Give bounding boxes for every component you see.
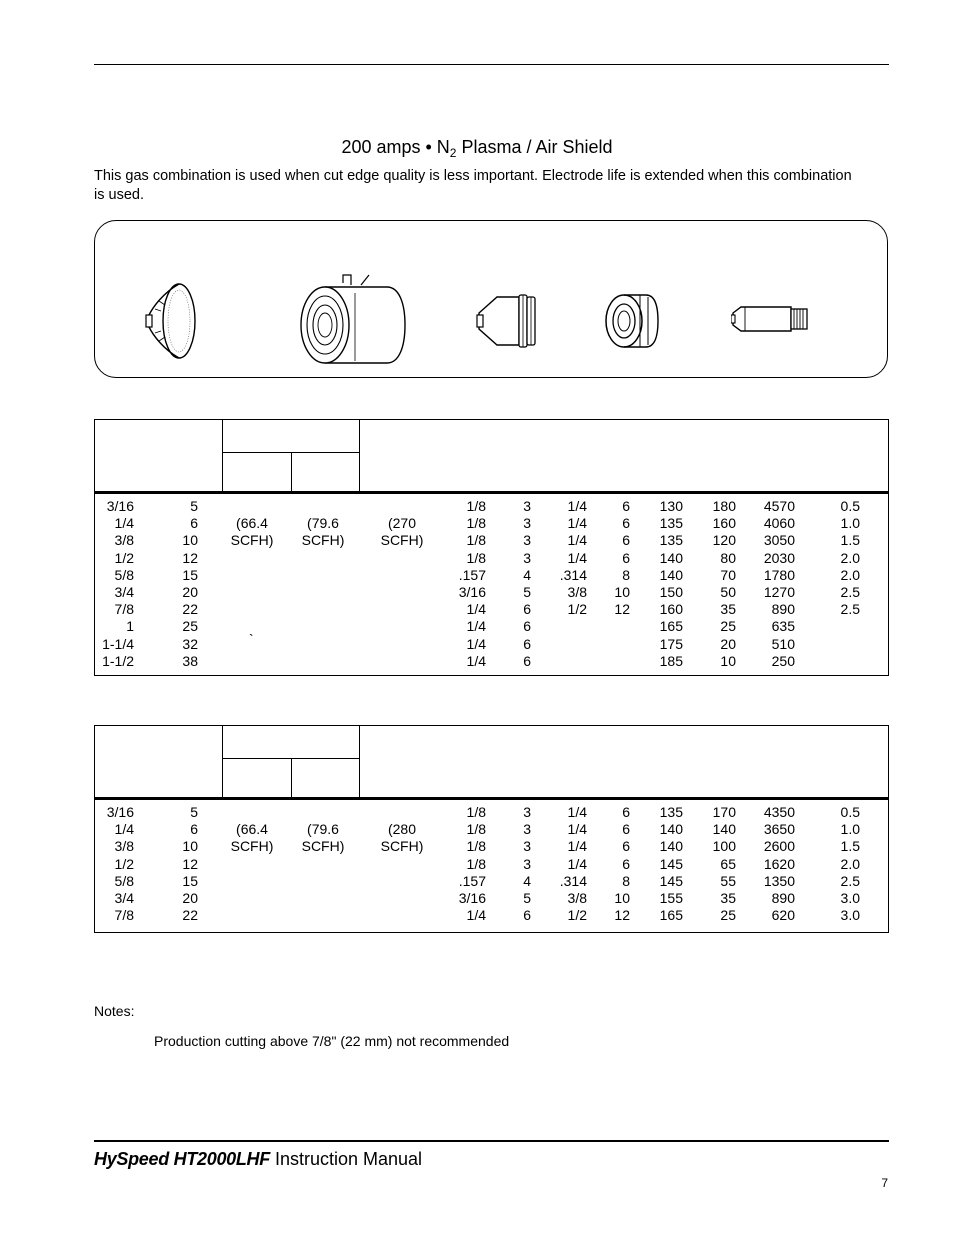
page-number: 7 [881, 1176, 888, 1190]
table1-cell-gas1: (66.4 [236, 515, 268, 532]
table1-cell-thickness-mm: 20 [182, 584, 198, 600]
table2-cell-c8: 1.5 [840, 838, 860, 855]
table1-cell-c2: 5 [523, 584, 531, 600]
table1-cell-c4: 6 [622, 532, 630, 549]
table2-cell-c4: 6 [622, 855, 630, 872]
table2-cell-c5: 140 [659, 821, 683, 838]
table2-cell-c3: 1/4 [567, 838, 587, 855]
page-title [0, 137, 954, 160]
table2-cell-thickness-mm: 6 [190, 821, 198, 838]
table2-cell-gas3: (280 [387, 821, 417, 838]
table2-cell-thickness-mm: 20 [182, 890, 198, 906]
table2-cell-c7: 1350 [763, 872, 795, 889]
table1-cell-c2: 3 [523, 532, 531, 549]
table1-cell-gas3: SCFH) [380, 532, 424, 549]
table2-cell-c7: 1620 [763, 855, 795, 872]
table2-cell-c8: 2.5 [840, 872, 860, 889]
table2-cell-c5: 140 [659, 838, 683, 855]
table2-cell-c1: 3/16 [458, 890, 486, 906]
table1-cell-c8: 2.0 [840, 549, 860, 566]
table2-cell-c7: 620 [771, 907, 795, 924]
table2-cell-thickness-in: 1/4 [114, 821, 134, 838]
table1-cell-c4: 6 [622, 549, 630, 566]
table1-cell-c7: 2030 [763, 549, 795, 566]
electrode-illustration [731, 303, 811, 335]
table1-cell-c4: 12 [614, 601, 630, 618]
table2-cell-c1: 1/8 [466, 855, 486, 872]
table1-cell-c1: 1/8 [466, 549, 486, 566]
table-2-header-divider [359, 726, 360, 797]
table1-cell-c3: 1/4 [567, 515, 587, 532]
table1-cell-c5: 165 [659, 618, 683, 635]
table1-cell-c5: 135 [659, 515, 683, 532]
table1-cell-c2: 6 [523, 652, 531, 669]
table2-cell-c2: 5 [523, 890, 531, 906]
table2-cell-c8: 3.0 [840, 890, 860, 906]
table1-cell-thickness-mm: 6 [190, 515, 198, 532]
table2-cell-c1: 1/8 [466, 804, 486, 820]
table1-cell-c5: 140 [659, 549, 683, 566]
table2-cell-c6: 55 [720, 872, 736, 889]
table1-cell-c1: 1/4 [466, 652, 486, 669]
table2-cell-c6: 140 [712, 821, 736, 838]
table1-cell-c6: 160 [712, 515, 736, 532]
retaining-cap-illustration [295, 273, 407, 367]
intro-paragraph: This gas combination is used when cut edge quality is less important. Electrode life is extended when this combination is used. [94, 168, 852, 203]
table1-cell-c6: 70 [720, 566, 736, 583]
shield-cap-illustration [139, 281, 201, 361]
table1-cell-c3: 1/4 [567, 532, 587, 549]
table1-cell-c1: 1/4 [466, 635, 486, 652]
table2-cell-c1: 1/8 [466, 821, 486, 838]
title-prefix: 200 amps • N [341, 137, 450, 157]
table2-cell-c7: 3650 [763, 821, 795, 838]
table2-cell-thickness-mm: 10 [182, 838, 198, 855]
table2-cell-gas2: SCFH) [301, 838, 345, 855]
table2-cell-c8: 2.0 [840, 855, 860, 872]
table1-cell-thickness-mm: 38 [182, 652, 198, 669]
table1-cell-c1: 1/4 [466, 618, 486, 635]
table2-cell-c3: .314 [559, 872, 587, 889]
table1-cell-thickness-in: 3/4 [114, 584, 134, 600]
table1-cell-c5: 130 [659, 498, 683, 514]
table1-cell-c2: 3 [523, 549, 531, 566]
notes-label: Notes: [94, 1003, 135, 1019]
table2-cell-c1: 1/4 [466, 907, 486, 924]
title-suffix: Plasma / Air Shield [456, 137, 613, 157]
table2-cell-c2: 3 [523, 855, 531, 872]
table1-cell-c1: 1/8 [466, 498, 486, 514]
table1-cell-gas1: SCFH) [230, 532, 274, 549]
table1-cell-c2: 3 [523, 498, 531, 514]
swirl-ring-illustration [600, 291, 662, 351]
table2-cell-c6: 65 [720, 855, 736, 872]
table1-cell-c1: .157 [458, 566, 486, 583]
table1-cell-c4: 6 [622, 515, 630, 532]
table2-cell-thickness-in: 1/2 [114, 855, 134, 872]
table1-cell-c8: 1.5 [840, 532, 860, 549]
table-1-header-divider [222, 420, 223, 491]
table1-cell-c2: 6 [523, 601, 531, 618]
table1-cell-c3: 1/4 [567, 549, 587, 566]
table1-cell-c4: 6 [622, 498, 630, 514]
table1-cell-thickness-in: 7/8 [114, 601, 134, 618]
table1-cell-c7: 250 [771, 652, 795, 669]
table1-cell-c8: 1.0 [840, 515, 860, 532]
table1-cell-c6: 25 [720, 618, 736, 635]
table2-cell-c6: 35 [720, 890, 736, 906]
table2-cell-c3: 3/8 [567, 890, 587, 906]
table2-cell-c8: 3.0 [840, 907, 860, 924]
table1-cell-c8: 0.5 [840, 498, 860, 514]
table2-cell-thickness-in: 3/4 [114, 890, 134, 906]
table1-cell-c7: 4570 [763, 498, 795, 514]
table2-cell-c4: 10 [614, 890, 630, 906]
table1-cell-c8: 2.5 [840, 584, 860, 600]
table1-cell-thickness-in: 1 [126, 618, 134, 635]
table2-cell-c3: 1/2 [567, 907, 587, 924]
table2-cell-c2: 3 [523, 838, 531, 855]
table1-cell-c2: 6 [523, 618, 531, 635]
footer-manual-title: Instruction Manual [269, 1149, 423, 1169]
consumable-parts-panel [94, 220, 888, 378]
table1-cell-c1: 3/16 [458, 584, 486, 600]
table2-cell-c8: 1.0 [840, 821, 860, 838]
table2-cell-c7: 890 [771, 890, 795, 906]
footer-title [94, 1149, 422, 1170]
table2-cell-c4: 6 [622, 804, 630, 820]
table2-cell-thickness-mm: 12 [182, 855, 198, 872]
table1-cell-thickness-mm: 15 [182, 566, 198, 583]
table1-cell-c6: 120 [712, 532, 736, 549]
table2-cell-c5: 145 [659, 855, 683, 872]
table1-cell-c3: 3/8 [567, 584, 587, 600]
table2-cell-c5: 155 [659, 890, 683, 906]
table2-cell-c1: .157 [458, 872, 486, 889]
table1-cell-thickness-in: 5/8 [114, 566, 134, 583]
table1-cell-c6: 10 [720, 652, 736, 669]
table1-cell-c6: 20 [720, 635, 736, 652]
footer-rule [94, 1140, 889, 1142]
table1-cell-c8: 2.0 [840, 566, 860, 583]
table2-cell-thickness-mm: 5 [190, 804, 198, 820]
table1-cell-c7: 1270 [763, 584, 795, 600]
table1-cell-c6: 35 [720, 601, 736, 618]
table2-cell-c2: 3 [523, 804, 531, 820]
table-1-header [95, 420, 888, 494]
table1-cell-c5: 185 [659, 652, 683, 669]
table2-cell-c3: 1/4 [567, 804, 587, 820]
table2-cell-thickness-in: 3/16 [106, 804, 134, 820]
table2-cell-c4: 12 [614, 907, 630, 924]
table-2-header-divider [291, 758, 292, 797]
table-2-header-divider [222, 726, 223, 797]
table1-cell-c1: 1/4 [466, 601, 486, 618]
table1-cell-thickness-in: 3/16 [106, 498, 134, 514]
table2-cell-thickness-mm: 15 [182, 872, 198, 889]
table1-cell-thickness-mm: 12 [182, 549, 198, 566]
stray-mark: ` [249, 631, 254, 647]
table2-cell-c5: 145 [659, 872, 683, 889]
table1-cell-c2: 4 [523, 566, 531, 583]
nozzle-illustration [475, 291, 539, 351]
table2-cell-gas3: SCFH) [380, 838, 424, 855]
table1-cell-thickness-in: 1/2 [114, 549, 134, 566]
footer-brand: HySpeed HT2000LHF [94, 1149, 270, 1169]
table1-cell-c6: 80 [720, 549, 736, 566]
table-2-header-divider [222, 758, 359, 759]
table2-cell-c2: 6 [523, 907, 531, 924]
title-subscript: 2 [449, 146, 457, 160]
table2-cell-c4: 6 [622, 821, 630, 838]
table1-cell-c1: 1/8 [466, 515, 486, 532]
table1-cell-thickness-in: 1-1/2 [102, 652, 134, 669]
table2-cell-thickness-in: 7/8 [114, 907, 134, 924]
table2-cell-c6: 25 [720, 907, 736, 924]
table1-cell-c7: 3050 [763, 532, 795, 549]
table1-cell-c4: 8 [622, 566, 630, 583]
table2-cell-c3: 1/4 [567, 855, 587, 872]
table1-cell-c7: 890 [771, 601, 795, 618]
table2-cell-c6: 170 [712, 804, 736, 820]
table2-cell-thickness-mm: 22 [182, 907, 198, 924]
table1-cell-c7: 4060 [763, 515, 795, 532]
table2-cell-c4: 6 [622, 838, 630, 855]
table1-cell-thickness-mm: 22 [182, 601, 198, 618]
table1-cell-thickness-in: 1-1/4 [102, 635, 134, 652]
table1-cell-thickness-mm: 32 [182, 635, 198, 652]
table-1-header-divider [359, 420, 360, 491]
table1-cell-c8: 2.5 [840, 601, 860, 618]
table1-cell-c3: 1/4 [567, 498, 587, 514]
table1-cell-gas3: (270 [387, 515, 417, 532]
table2-cell-gas1: SCFH) [230, 838, 274, 855]
table1-cell-c5: 140 [659, 566, 683, 583]
top-rule [94, 64, 889, 65]
table1-cell-c2: 6 [523, 635, 531, 652]
table1-cell-thickness-mm: 25 [182, 618, 198, 635]
table2-cell-c7: 4350 [763, 804, 795, 820]
table2-cell-c7: 2600 [763, 838, 795, 855]
table2-cell-thickness-in: 5/8 [114, 872, 134, 889]
table1-cell-thickness-mm: 5 [190, 498, 198, 514]
table2-cell-c5: 135 [659, 804, 683, 820]
table1-cell-c1: 1/8 [466, 532, 486, 549]
table2-cell-c8: 0.5 [840, 804, 860, 820]
table1-cell-c7: 1780 [763, 566, 795, 583]
table-1-header-divider [222, 452, 359, 453]
table1-cell-c6: 180 [712, 498, 736, 514]
table1-cell-c7: 510 [771, 635, 795, 652]
table-1-header-divider [291, 452, 292, 491]
table1-cell-c5: 135 [659, 532, 683, 549]
table1-cell-thickness-in: 3/8 [114, 532, 134, 549]
table2-cell-thickness-in: 3/8 [114, 838, 134, 855]
table1-cell-thickness-in: 1/4 [114, 515, 134, 532]
table2-cell-c3: 1/4 [567, 821, 587, 838]
table2-cell-gas1: (66.4 [236, 821, 268, 838]
table1-cell-gas2: (79.6 [307, 515, 339, 532]
notes-text: Production cutting above 7/8" (22 mm) not recommended [154, 1033, 510, 1049]
table1-cell-c4: 10 [614, 584, 630, 600]
table2-cell-c4: 8 [622, 872, 630, 889]
table2-cell-c6: 100 [712, 838, 736, 855]
table2-cell-c5: 165 [659, 907, 683, 924]
table1-cell-c3: .314 [559, 566, 587, 583]
table1-cell-c3: 1/2 [567, 601, 587, 618]
table1-cell-c5: 150 [659, 584, 683, 600]
table-2-header [95, 726, 888, 800]
table1-cell-c5: 160 [659, 601, 683, 618]
table1-cell-gas2: SCFH) [301, 532, 345, 549]
table1-cell-c2: 3 [523, 515, 531, 532]
table1-cell-c5: 175 [659, 635, 683, 652]
table1-cell-c6: 50 [720, 584, 736, 600]
table2-cell-c1: 1/8 [466, 838, 486, 855]
table2-cell-c2: 3 [523, 821, 531, 838]
table1-cell-c7: 635 [771, 618, 795, 635]
table2-cell-gas2: (79.6 [307, 821, 339, 838]
table2-cell-c2: 4 [523, 872, 531, 889]
table1-cell-thickness-mm: 10 [182, 532, 198, 549]
